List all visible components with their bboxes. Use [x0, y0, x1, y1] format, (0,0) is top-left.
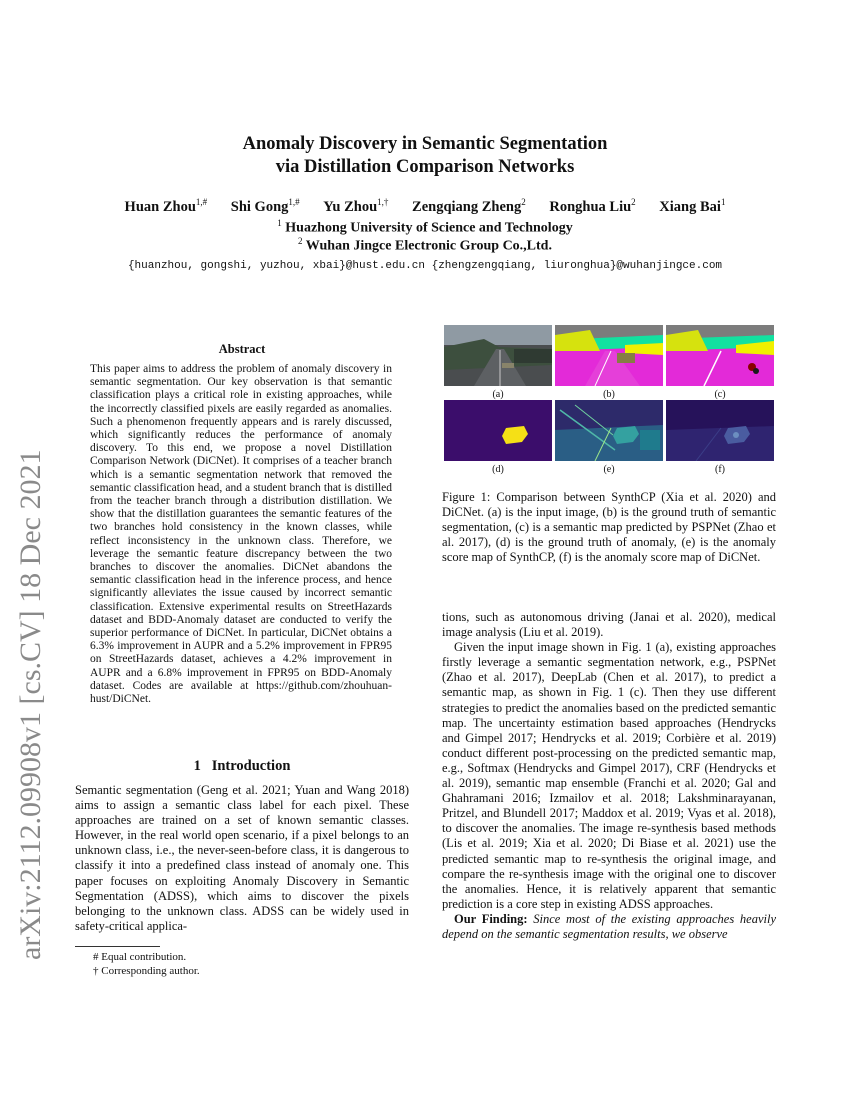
figure-label-f: (f): [715, 464, 725, 475]
author-list: [0, 197, 850, 216]
section-heading-introduction: 1 Introduction: [193, 758, 291, 774]
footnote-corresponding-author: † Corresponding author.: [93, 965, 200, 977]
figure-1-caption: Figure 1: Comparison between SynthCP (Xia et al. 2020) and DiCNet. (a) is the input image, (b) is the ground truth of semantic segmentation, (c) is a semantic map predicted by PSPNet (Zhao et al. 2017), (d) is the ground truth of anomaly, (e) is the anomaly score map of SynthCP, (f) is the anomaly score map of DiCNet.: [442, 490, 776, 565]
paragraph-our-finding: Our Finding: Since most of the existing approaches heavily depend on the semantic segmentation results, we observe: [442, 911, 776, 941]
figure-label-e: (e): [603, 464, 615, 475]
author: Xiang Bai$^1$: [659, 197, 726, 215]
figure-panel-synthcp-anomaly-map: [555, 400, 663, 461]
paper-title: [0, 133, 850, 179]
introduction-text: Semantic segmentation (Geng et al. 2021; Yuan and Wang 2018) aims to assign a semantic class label for each pixel. These approaches are trained on a set of known semantic classes. However, in the real world open scenario, if a pixel belongs to an unknown class, i.e., the never-seen-before class, it is dangerous to classify it into a predefined class instead of anomaly one. This paper focuses on exploiting Anomaly Discovery in Semantic Segmentation (ADSS), which aims to discover the pixels belonging to the unknown class. ADSS can be widely used in safety-critical applica-: [75, 783, 409, 933]
figure-label-b: (b): [603, 389, 615, 400]
figure-label-a: (a): [492, 389, 504, 400]
author: Zengqiang Zheng$^2$: [412, 197, 526, 215]
paragraph-existing-approaches: Given the input image shown in Fig. 1 (a), existing approaches firstly leverage a semantic segmentation network, e.g., PSPNet (Zhao et al. 2017), DeepLab (Chen et al. 2017), to predict a semantic map, as shown in Fig. 1 (c). Then they use different strategies to predict the anomalies based on the predicted semantic map. The uncertainty estimation based approaches (Hendrycks and Gimpel 2017; Hendrycks et al. 2019; Corbière et al. 2019) conduct different post-processing on the predicted semantic map, e.g., Softmax (Hendrycks and Gimpel 2017), CRF (Hendrycks et al. 2019), semantic map ensemble (Franchi et al. 2020; Gal and Ghahramani 2016; Izmailov et al. 2018; Lakshminarayanan, Pritzel, and Blundell 2017; Maddox et al. 2019; Vyas et al. 2018), to discover the anomalies. The image re-synthesis based methods (Lis et al. 2019; Xia et al. 2020; Di Biase et al. 2021) use the predicted semantic map to re-synthesis the original image, and compare the re-synthesis image with the original one to discover the anomalies. Hence, it is relatively apparent that semantic prediction is a core step in existing ADSS approaches.: [442, 640, 776, 911]
author: Ronghua Liu$^2$: [549, 197, 636, 215]
footnote-rule: [75, 946, 160, 947]
affiliation-1: $^1$ Huazhong University of Science and Technology: [277, 218, 573, 236]
figure-panel-semantic-ground-truth: [555, 325, 663, 386]
figure-panel-dicnet-anomaly-map: [666, 400, 774, 461]
abstract-text: This paper aims to address the problem of anomaly discovery in semantic segmentation. Our key observation is that semantic classification plays a critical role in existing approaches, while the incorrectly classified pixels are easily regarded as anomalies. Such a phenomenon frequently appears and is rarely discussed, which significantly reduces the performance of anomaly discovery. To this end, we propose a novel Distillation Comparison Network (DiCNet). It comprises of a teacher branch which is a semantic segmentation network that removed the semantic classification head, and a student branch that is distilled from the teacher branch through a distribution distillation. We show that the distillation guarantees the semantic features of the two branches hold consistency in the known classes, while reflect inconsistency in the unknown class. Therefore, we leverage the semantic feature discrepancy between the two branches to discover the anomalies. DiCNet abandons the semantic classification head in the inference process, and hence significantly alleviates the issue caused by incorrect semantic classification. Extensive experimental results on StreetHazards dataset and BDD-Anomaly dataset are conducted to verify the superior performance of DiCNet. In particular, DiCNet obtains a 6.3% improvement in AUPR and a 5.2% improvement in FPR95 on StreetHazards dataset, achieves a 4.2% improvement in AUPR and a 6.8% improvement in FPR95 on BDD-Anomaly dataset. Codes are available at https://github.com/zhouhuan-hust/DiCNet.: [90, 363, 392, 706]
affiliation-2: $^2$ Wuhan Jingce Electronic Group Co.,Ltd.: [298, 236, 552, 254]
paragraph-continuation: tions, such as autonomous driving (Janai et al. 2020), medical image analysis (Liu et al. 2019).: [442, 610, 776, 640]
author-emails: {huanzhou, gongshi, yuzhou, xbai}@hust.edu.cn {zhengzengqiang, liuronghua}@wuhanjingce.com: [127, 260, 723, 272]
figure-panel-predicted-semantic-map: [666, 325, 774, 386]
arxiv-side-label: arXiv:2112.09908v1 [cs.CV] 18 Dec 2021: [14, 449, 47, 960]
abstract-heading: Abstract: [218, 342, 266, 356]
author: Huan Zhou$^{1,\#}$: [124, 197, 208, 215]
figure-label-d: (d): [492, 464, 504, 475]
right-column-text: [442, 610, 776, 942]
title-line-2: via Distillation Comparison Networks: [275, 157, 575, 177]
author: Shi Gong$^{1,\#}$: [230, 197, 300, 215]
figure-panel-anomaly-ground-truth: [444, 400, 552, 461]
title-line-1: Anomaly Discovery in Semantic Segmentation: [242, 134, 608, 154]
author: Yu Zhou$^{1,\dagger}$: [323, 197, 389, 215]
footnote-equal-contribution: # Equal contribution.: [93, 951, 187, 963]
figure-label-c: (c): [714, 389, 726, 400]
figure-panel-input-image: [444, 325, 552, 386]
